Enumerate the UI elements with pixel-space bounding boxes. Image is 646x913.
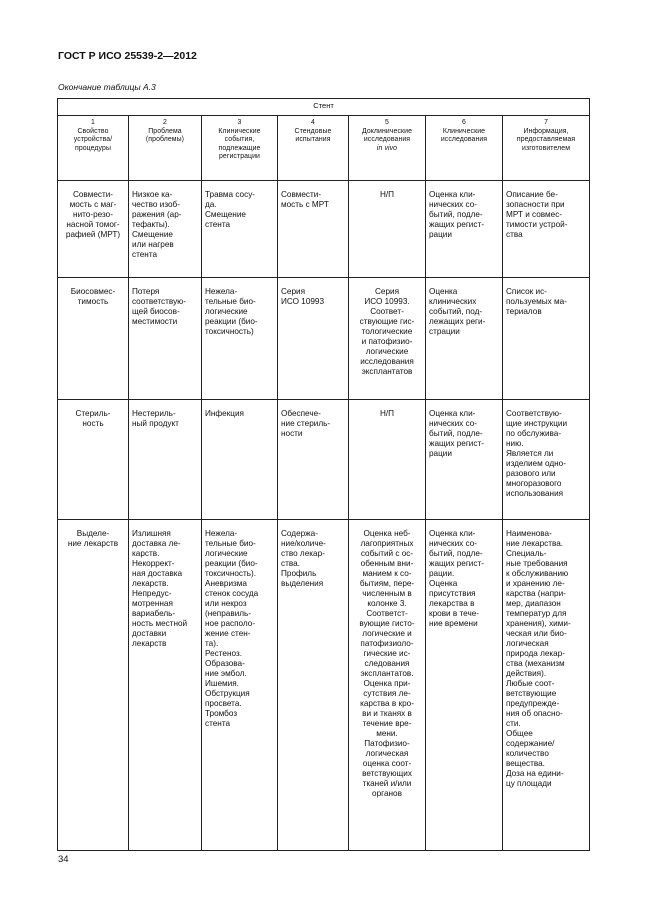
- cell-text-line: карств.: [132, 549, 160, 558]
- cell-text-line: логические: [365, 347, 409, 356]
- cell-text-line: Совмести-: [72, 190, 114, 199]
- column-label-line: Проблема: [148, 127, 182, 135]
- cell-text-line: нических со-: [429, 539, 477, 548]
- cell-text-line: Смещение: [132, 230, 173, 239]
- cell-text-line: тимость: [77, 297, 109, 306]
- cell-text-line: многоразового: [506, 479, 562, 488]
- cell-text-line: пользуемых ма-: [506, 297, 567, 306]
- cell-text-line: (неправиль-: [205, 609, 252, 618]
- column-label-line: подлежащие: [218, 144, 261, 152]
- cell-text-line: лагоприятных: [360, 539, 414, 548]
- cell-text-line: тканей и/или: [362, 779, 412, 788]
- cell-text-line: численным в: [362, 589, 412, 598]
- cell-text-line: ствующие гис-: [359, 317, 415, 326]
- cell-text-line: клинических: [429, 297, 477, 306]
- cell-text-line: цу площади: [506, 779, 552, 788]
- cell-text-line: предупрежде-: [506, 699, 560, 708]
- column-header-5: [349, 116, 426, 181]
- column-number: 6: [462, 119, 466, 126]
- column-label-line: Свойство: [77, 127, 109, 135]
- cell-text-line: Совмести-: [281, 190, 322, 199]
- cell-text-line: манием к со-: [362, 569, 412, 578]
- cell-text-line: крови в тече-: [429, 609, 479, 618]
- table-cell-c2: [129, 278, 202, 400]
- table-cell-c1: [58, 520, 129, 851]
- cell-text-line: ветствующих: [362, 769, 412, 778]
- cell-text-line: ИСО 10993: [281, 297, 325, 306]
- table-cell-c2: [129, 400, 202, 520]
- cell-text-line: жащих регист-: [429, 559, 484, 568]
- column-number: 7: [544, 119, 548, 126]
- cell-text-line: Оценка кли-: [429, 190, 476, 199]
- document-header: ГОСТ Р ИСО 25539-2—2012: [58, 50, 197, 62]
- cell-text-line: Серия: [281, 287, 306, 296]
- cell-text-line: мость с маг-: [69, 200, 117, 209]
- column-header-3: [202, 116, 278, 181]
- cell-text-line: бытий, подле-: [429, 429, 483, 438]
- cell-text-line: Биосовмес-: [70, 287, 116, 296]
- cell-text-line: ства: [506, 230, 523, 239]
- cell-text-line: стента: [205, 220, 231, 229]
- cell-text-line: колонке 3.: [367, 599, 407, 608]
- column-header-6: [426, 116, 503, 181]
- cell-text-line: Н/П: [379, 409, 395, 418]
- cell-text-line: Тромбоз: [205, 709, 238, 718]
- cell-text-line: Оценка неб-: [363, 529, 411, 538]
- table-cell-c2: [129, 520, 202, 851]
- column-label-line: Доклинические: [361, 127, 413, 135]
- column-label-line: устройства/: [73, 136, 113, 144]
- cell-text-line: Оценка: [429, 287, 458, 296]
- table-cell-c1: [58, 181, 129, 278]
- table-cell-c1: [58, 278, 129, 400]
- cell-text-line: доставка ле-: [132, 539, 181, 548]
- cell-text-line: ности: [281, 429, 303, 438]
- table-cell-c1: [58, 400, 129, 520]
- cell-text-line: Оценка кли-: [429, 529, 476, 538]
- cell-text-line: событий с ос-: [360, 549, 414, 558]
- cell-text-line: обенным вни-: [360, 559, 414, 568]
- cell-text-line: сти.: [506, 719, 521, 728]
- cell-text-line: стента: [205, 719, 231, 728]
- cell-text-line: Описание бе-: [506, 190, 558, 199]
- cell-text-line: рации: [429, 449, 452, 458]
- column-label-line: изготовителем: [522, 144, 571, 152]
- cell-text-line: доставки: [132, 629, 167, 638]
- column-label-line: Стендовые: [294, 127, 332, 135]
- cell-text-line: или нагрев: [132, 240, 174, 249]
- table-title: Стент: [58, 99, 590, 116]
- cell-text-line: страции: [429, 327, 460, 336]
- cell-text-line: Является ли: [506, 449, 554, 458]
- column-label-italic: in vivo: [376, 144, 398, 152]
- cell-text-line: ние/количе-: [281, 539, 326, 548]
- column-header-2: [129, 116, 202, 181]
- cell-text-line: действия).: [506, 669, 547, 678]
- cell-text-line: оценка соот-: [362, 759, 412, 768]
- cell-text-line: Оценка при-: [363, 679, 411, 688]
- cell-text-line: следования: [364, 659, 410, 668]
- cell-text-line: Инфекция: [205, 409, 244, 418]
- cell-text-line: Обструкция: [205, 689, 250, 698]
- cell-text-line: количество: [506, 749, 549, 758]
- cell-text-line: да.: [205, 200, 217, 209]
- cell-text-line: ный продукт: [132, 419, 179, 428]
- table-cell-c4: [278, 181, 349, 278]
- cell-text-line: Наименова-: [506, 529, 552, 538]
- cell-text-line: нических со-: [429, 419, 477, 428]
- cell-text-line: к обслуживанию: [506, 569, 569, 578]
- cell-text-line: исследования: [360, 357, 414, 366]
- cell-text-line: мени.: [376, 729, 398, 738]
- cell-text-line: Соответ-: [370, 307, 404, 316]
- cell-text-line: логические: [205, 549, 248, 558]
- column-label-line: Клинические: [218, 127, 261, 135]
- cell-text-line: Серия: [374, 287, 400, 296]
- cell-text-line: ная доставка: [132, 569, 183, 578]
- cell-text-line: Профиль: [281, 569, 317, 578]
- cell-text-line: ния об опасно-: [506, 709, 563, 718]
- cell-text-line: ства.: [281, 559, 300, 568]
- cell-text-line: МРТ и совмес-: [506, 210, 563, 219]
- table-cell-c7: [503, 181, 590, 278]
- cell-text-line: Нежела-: [205, 287, 238, 296]
- cell-text-line: вующие гисто-: [359, 619, 415, 628]
- cell-text-line: Список ис-: [506, 287, 547, 296]
- cell-text-line: хранения), хими-: [506, 619, 571, 628]
- cell-text-line: та).: [205, 639, 219, 648]
- cell-text-line: присутствия: [429, 589, 476, 598]
- column-label-line: Клинические: [442, 127, 486, 135]
- table-cell-c4: [278, 520, 349, 851]
- cell-text-line: Патофизио-: [364, 739, 410, 748]
- cell-text-line: Травма сосу-: [205, 190, 256, 199]
- column-number: 1: [91, 119, 95, 126]
- table-cell-c7: [503, 520, 590, 851]
- column-header-4: [278, 116, 349, 181]
- column-number: 5: [385, 119, 389, 126]
- cell-text-line: териалов: [506, 307, 542, 316]
- cell-text-line: и хранению ле-: [506, 579, 565, 588]
- column-label-line: Информация,: [523, 127, 569, 135]
- table-cell-c3: [202, 278, 278, 400]
- cell-text-line: мость с МРТ: [281, 200, 329, 209]
- cell-text-line: стенок сосуда: [205, 589, 259, 598]
- cell-text-line: ние лекарств: [67, 539, 119, 548]
- cell-text-line: нито-резо-: [73, 210, 113, 219]
- cell-text-line: Доза на едини-: [506, 769, 564, 778]
- cell-text-line: токсичность): [205, 327, 254, 336]
- table-row: [58, 520, 590, 851]
- page-number: 34: [58, 854, 69, 865]
- cell-text-line: тефакты).: [132, 220, 170, 229]
- cell-text-line: Непредус-: [132, 589, 172, 598]
- cell-text-line: щей биосов-: [132, 307, 180, 316]
- cell-text-line: тологические: [361, 327, 413, 336]
- cell-text-line: нических со-: [429, 200, 477, 209]
- cell-text-line: Обеспече-: [281, 409, 321, 418]
- column-label-line: регистрации: [218, 153, 261, 161]
- table-cell-c3: [202, 181, 278, 278]
- cell-text-line: изделием одно-: [506, 459, 566, 468]
- table-cell-c3: [202, 520, 278, 851]
- cell-text-line: ство лекар-: [281, 549, 325, 558]
- table-cell-c6: [426, 520, 503, 851]
- cell-text-line: рации.: [429, 569, 455, 578]
- cell-text-line: Любые соот-: [506, 679, 555, 688]
- cell-text-line: Н/П: [379, 190, 395, 199]
- cell-text-line: Смещение: [205, 210, 246, 219]
- cell-text-line: Потеря: [132, 287, 160, 296]
- cell-text-line: Выделе-: [76, 529, 110, 538]
- cell-text-line: вариабель-: [132, 609, 176, 618]
- table-cell-c5: [349, 181, 426, 278]
- cell-text-line: лекарств.: [132, 579, 169, 588]
- cell-text-line: гические ис-: [363, 649, 411, 658]
- cell-text-line: ние времени: [429, 619, 478, 628]
- cell-text-line: выделения: [281, 579, 324, 588]
- cell-text-line: соответствую-: [132, 297, 187, 306]
- cell-text-line: природа лекар-: [506, 649, 566, 658]
- cell-text-line: логическая: [365, 749, 409, 758]
- cell-text-line: ИСО 10993.: [364, 297, 410, 306]
- cell-text-line: ные требования: [506, 559, 568, 568]
- cell-text-line: эксплантатов.: [360, 669, 414, 678]
- cell-text-line: тимости устрой-: [506, 220, 568, 229]
- cell-text-line: ние стериль-: [281, 419, 331, 428]
- table-row: [58, 181, 590, 278]
- cell-text-line: Общее: [506, 729, 533, 738]
- cell-text-line: токсичность).: [205, 569, 257, 578]
- column-number: 2: [163, 119, 167, 126]
- cell-text-line: Низкое ка-: [132, 190, 173, 199]
- table-caption: Окончание таблицы А.3: [58, 82, 156, 92]
- table-cell-c2: [129, 181, 202, 278]
- cell-text-line: лекарств: [132, 639, 167, 648]
- column-label-line: исследования: [440, 136, 488, 144]
- cell-text-line: стента: [132, 250, 158, 259]
- cell-text-line: или некроз: [205, 599, 247, 608]
- cell-text-line: Нежела-: [205, 529, 238, 538]
- cell-text-line: реакции (био-: [205, 317, 258, 326]
- cell-text-line: патофизиоло-: [360, 639, 414, 648]
- table-row: [58, 278, 590, 400]
- cell-text-line: карства (напри-: [506, 589, 566, 598]
- cell-text-line: Содержа-: [281, 529, 318, 538]
- cell-text-line: вещества.: [506, 759, 545, 768]
- table-cell-c4: [278, 400, 349, 520]
- cell-text-line: тельные био-: [205, 297, 256, 306]
- cell-text-line: мотренная: [132, 599, 173, 608]
- cell-text-line: логические: [205, 307, 248, 316]
- column-header-row: [58, 116, 590, 181]
- table-cell-c7: [503, 278, 590, 400]
- cell-text-line: местимости: [132, 317, 178, 326]
- column-label-line: события,: [224, 136, 255, 144]
- cell-text-line: течение вре-: [362, 719, 412, 728]
- cell-text-line: бытий, подле-: [429, 210, 483, 219]
- cell-text-line: эксплантатов: [361, 367, 413, 376]
- cell-text-line: ражения (ар-: [132, 210, 182, 219]
- table-cell-c4: [278, 278, 349, 400]
- cell-text-line: органов: [372, 789, 402, 798]
- cell-text-line: ви и тканях в: [362, 709, 412, 718]
- cell-text-line: Стериль-: [75, 409, 111, 418]
- cell-text-line: и патофизио-: [361, 337, 413, 346]
- cell-text-line: ное располо-: [205, 619, 256, 628]
- cell-text-line: Излишняя: [132, 529, 171, 538]
- cell-text-line: тельные био-: [205, 539, 256, 548]
- cell-text-line: мер, диапазон: [506, 599, 561, 608]
- cell-text-line: лекарства в: [429, 599, 475, 608]
- cell-text-line: реакции (био-: [205, 559, 258, 568]
- cell-text-line: Оценка кли-: [429, 409, 476, 418]
- cell-text-line: использования: [506, 489, 564, 498]
- cell-text-line: событий, под-: [429, 307, 483, 316]
- cell-text-line: по обслужива-: [506, 429, 562, 438]
- cell-text-line: логические и: [362, 629, 412, 638]
- cell-text-line: ность: [82, 419, 104, 428]
- cell-text-line: жение стен-: [205, 629, 251, 638]
- cell-text-line: жащих регист-: [429, 439, 484, 448]
- cell-text-line: логическая: [506, 639, 549, 648]
- table-cell-c5: [349, 400, 426, 520]
- cell-text-line: нию.: [506, 439, 524, 448]
- cell-text-line: разового или: [506, 469, 556, 478]
- cell-text-line: Специаль-: [506, 549, 547, 558]
- table-cell-c7: [503, 400, 590, 520]
- cell-text-line: бытиям, пере-: [359, 579, 415, 588]
- column-label-line: процедуры: [74, 144, 112, 152]
- cell-text-line: ветствующие: [506, 689, 557, 698]
- column-label-line: (проблемы): [145, 136, 185, 144]
- table-cell-c5: [349, 520, 426, 851]
- column-label-line: исследования: [363, 136, 411, 144]
- cell-text-line: ства (механизм: [506, 659, 565, 668]
- table-cell-c5: [349, 278, 426, 400]
- table-cell-c6: [426, 278, 503, 400]
- cell-text-line: бытий, подле-: [429, 549, 483, 558]
- cell-text-line: ческая или био-: [506, 629, 567, 638]
- cell-text-line: ние лекарства.: [506, 539, 564, 548]
- table-row: [58, 400, 590, 520]
- cell-text-line: просвета.: [205, 699, 242, 708]
- cell-text-line: зопасности при: [506, 200, 565, 209]
- cell-text-line: Ишемия.: [205, 679, 239, 688]
- table-cell-c3: [202, 400, 278, 520]
- cell-text-line: сутствия ле-: [363, 689, 411, 698]
- cell-text-line: щие инструкции: [506, 419, 568, 428]
- cell-text-line: температур для: [506, 609, 567, 618]
- cell-text-line: Образова-: [205, 659, 245, 668]
- requirements-table: [57, 98, 590, 851]
- cell-text-line: рафией (МРТ): [65, 230, 121, 239]
- column-label-line: предоставляемая: [516, 136, 576, 144]
- cell-text-line: чество изоб-: [132, 200, 180, 209]
- cell-text-line: Нестериль-: [132, 409, 176, 418]
- table-cell-c6: [426, 181, 503, 278]
- column-header-1: [58, 116, 129, 181]
- column-header-7: [503, 116, 590, 181]
- cell-text-line: содержание/: [506, 739, 555, 748]
- table-cell-c6: [426, 400, 503, 520]
- cell-text-line: ность местной: [132, 619, 188, 628]
- cell-text-line: жащих регист-: [429, 220, 484, 229]
- cell-text-line: насной томог-: [66, 220, 120, 229]
- cell-text-line: Соответствую-: [506, 409, 562, 418]
- column-label-line: испытания: [295, 136, 331, 144]
- cell-text-line: Рестеноз.: [205, 649, 242, 658]
- column-number: 3: [237, 119, 242, 126]
- cell-text-line: Оценка: [429, 579, 458, 588]
- cell-text-line: ние эмбол.: [205, 669, 247, 678]
- cell-text-line: рации: [429, 230, 452, 239]
- cell-text-line: Некоррект-: [132, 559, 175, 568]
- cell-text-line: лежащих реги-: [429, 317, 486, 326]
- cell-text-line: карства в кро-: [360, 699, 414, 708]
- cell-text-line: Соответст-: [366, 609, 408, 618]
- cell-text-line: Аневризма: [205, 579, 247, 588]
- column-number: 4: [311, 119, 315, 126]
